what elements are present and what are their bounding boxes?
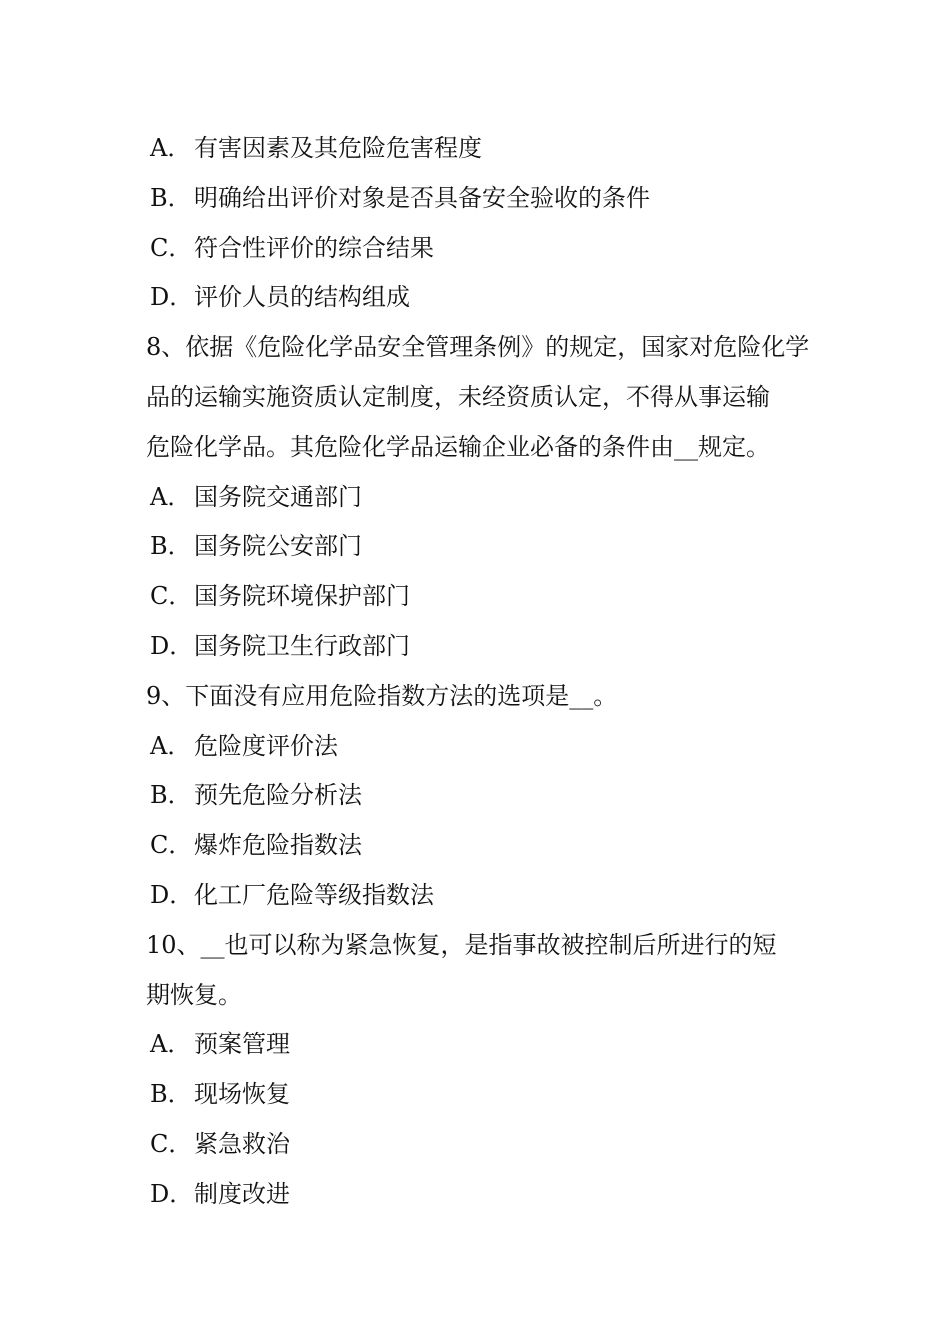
option-text: 预案管理 [194,1030,290,1059]
option-c [146,1120,810,1170]
question-stem-line: 期恢复。 [146,980,242,1009]
option-a [146,722,810,772]
option-d [146,871,810,921]
option-letter: A． [150,1030,192,1059]
option-text: 紧急救治 [194,1129,290,1158]
option-d [146,622,810,672]
option-letter: B． [150,781,192,810]
option-text: 国务院环境保护部门 [194,582,410,611]
option-text: 符合性评价的综合结果 [194,233,434,262]
option-text: 国务院交通部门 [194,482,362,511]
option-c [146,821,810,871]
question-9 [146,672,810,921]
question-8 [146,323,810,672]
option-letter: C． [150,1129,193,1158]
option-text: 有害因素及其危险危害程度 [194,134,482,162]
option-letter: B． [150,183,192,212]
option-letter: D． [150,880,194,909]
document-content [146,124,810,1220]
option-b [146,522,810,572]
option-d [146,1170,810,1220]
option-letter: B． [150,532,192,561]
question-stem-line: 10、__也可以称为紧急恢复，是指事故被控制后所进行的短 [146,930,777,959]
option-a [146,124,810,174]
option-d [146,273,810,323]
option-c [146,224,810,274]
option-b [146,771,810,821]
option-text: 化工厂危险等级指数法 [194,880,434,909]
option-letter: B． [150,1080,192,1109]
option-letter: C． [150,582,193,611]
option-a [146,1020,810,1070]
option-text: 制度改进 [194,1179,290,1208]
option-text: 国务院公安部门 [194,532,362,561]
option-letter: C． [150,831,193,860]
option-b [146,1070,810,1120]
option-letter: D． [150,1179,194,1208]
option-letter: C． [150,233,193,262]
question-stem-line: 危险化学品。其危险化学品运输企业必备的条件由__规定。 [146,432,770,461]
question-stem-line: 8、依据《危险化学品安全管理条例》的规定，国家对危险化学 [146,333,810,362]
option-text: 预先危险分析法 [194,781,362,810]
question-7-options [146,124,810,323]
option-text: 危险度评价法 [194,731,338,760]
option-letter: A． [150,134,192,162]
option-text: 现场恢复 [194,1080,290,1109]
option-text: 国务院卫生行政部门 [194,631,410,660]
option-text: 爆炸危险指数法 [194,831,362,860]
option-letter: D． [150,283,194,312]
option-text: 明确给出评价对象是否具备安全验收的条件 [194,183,650,212]
question-10 [146,921,810,1220]
option-letter: A． [150,482,192,511]
question-stem-line: 品的运输实施资质认定制度，未经资质认定，不得从事运输 [146,382,770,411]
option-b [146,174,810,224]
option-letter: A． [150,731,192,760]
option-c [146,572,810,622]
option-text: 评价人员的结构组成 [194,283,410,312]
question-stem-line: 9、下面没有应用危险指数方法的选项是__。 [146,681,618,710]
option-letter: D． [150,631,194,660]
option-a [146,473,810,523]
